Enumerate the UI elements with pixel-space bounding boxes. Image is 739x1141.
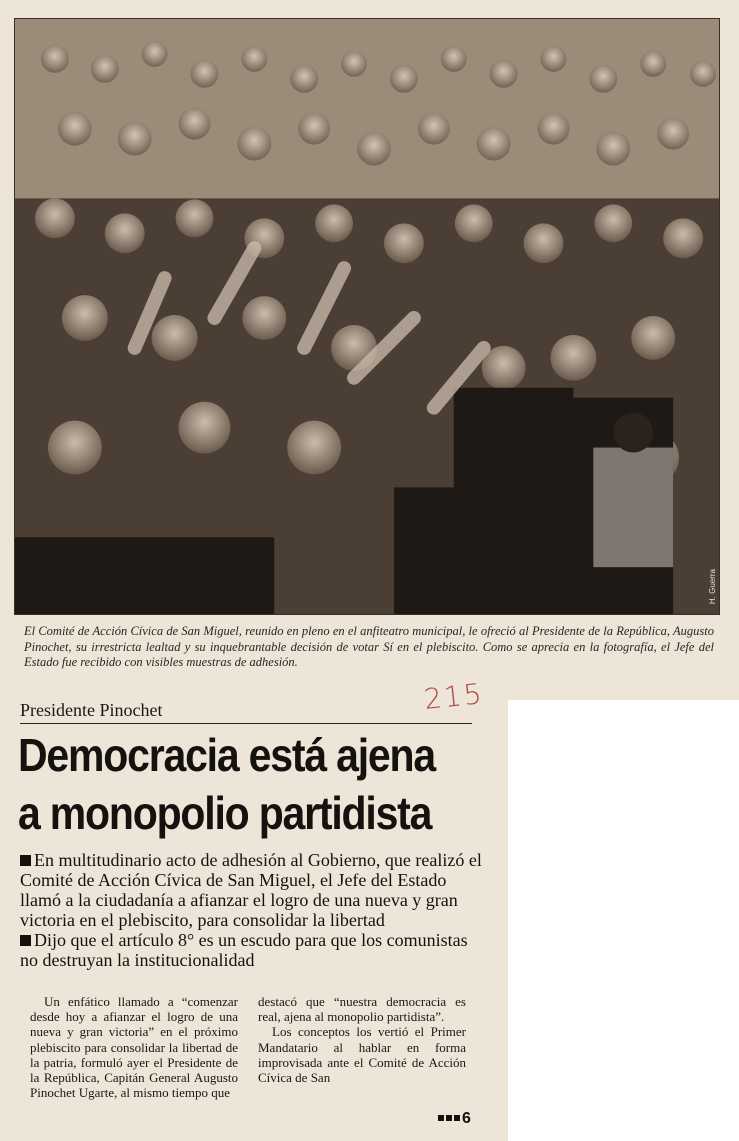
body-paragraph: Un enfático llamado a “comenzar desde hoy a afianzar el logro de una nueva y gran victoria” en el próximo plebiscito para consolidar la libertad de la patria, formuló ayer el Presidente de la República, Capitán General Augusto Pinochet Ugarte, al mismo tiempo que — [30, 994, 238, 1101]
deck-text-2: Dijo que el artículo 8° es un escudo para que los comunistas no destruyan la institucionalidad — [20, 930, 468, 970]
crowd-photo — [14, 18, 720, 615]
continued-page: 6 — [462, 1110, 471, 1127]
body-column-2 — [258, 994, 466, 1085]
body-column-1 — [30, 994, 238, 1100]
deck-item-1 — [20, 850, 482, 930]
headline-line-1: Democracia está ajena — [18, 729, 435, 781]
kicker: Presidente Pinochet — [20, 700, 472, 724]
photo-credit: H. Guerra — [708, 568, 717, 604]
headline — [18, 726, 488, 842]
bullet-square-icon — [20, 855, 31, 866]
deck-text-1: En multitudinario acto de adhesión al Gobierno, que realizó el Comité de Acción Cívica de San Miguel, el Jefe del Estado llamó a la ciudadanía a afianzar el logro de una nueva y gran victoria en el plebiscito, para consolidar la libertad — [20, 850, 482, 930]
bullet-square-icon — [446, 1115, 452, 1121]
deck-item-2 — [20, 930, 482, 970]
blank-area — [508, 700, 739, 1141]
bullet-square-icon — [454, 1115, 460, 1121]
headline-line-2: a monopolio partidista — [18, 787, 432, 840]
photo-caption: El Comité de Acción Cívica de San Miguel, reunido en pleno en el anfiteatro municipal, le ofreció al Presidente de la República, Augusto Pinochet, su irrestricta lealtad y su inquebrantable decisión de votar Sí en el plebiscito. Como se aprecia en la fotografía, el Jefe del Estado fue recibido con visibles muestras de adhesión. — [24, 624, 714, 669]
crowd-photo-illustration — [15, 19, 719, 614]
continued-marker — [438, 1110, 471, 1128]
body-paragraph: destacó que “nuestra democracia es real, ajena al monopolio partidista”. — [258, 994, 466, 1025]
handwritten-note: 215 — [422, 676, 486, 717]
bullet-square-icon — [20, 935, 31, 946]
bullet-square-icon — [438, 1115, 444, 1121]
deck — [20, 850, 482, 970]
body-paragraph: Los conceptos los vertió el Primer Mandatario al hablar en forma improvisada ante el Comité de Acción Cívica de San — [258, 1024, 466, 1086]
